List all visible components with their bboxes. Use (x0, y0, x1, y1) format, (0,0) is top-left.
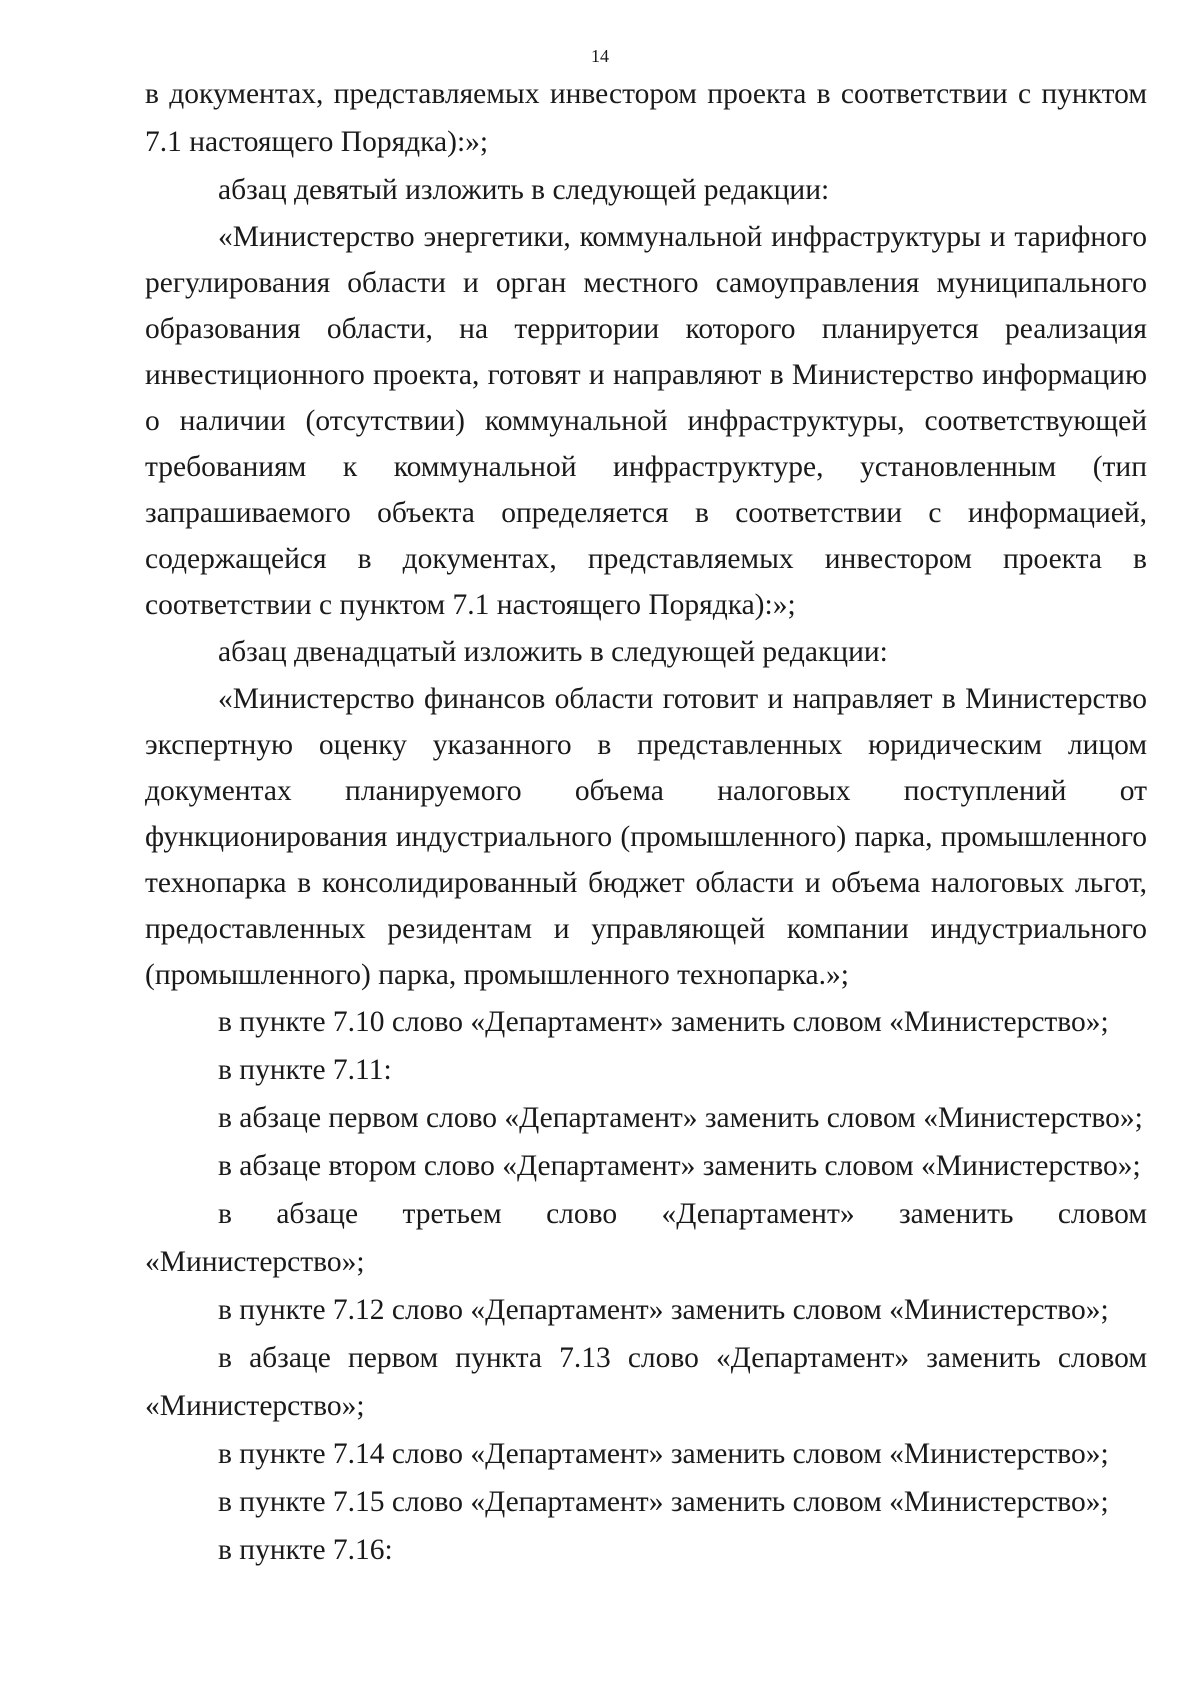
document-body (145, 70, 1147, 1574)
page-number: 14 (591, 46, 609, 66)
paragraph-8: в абзаце первом слово «Департамент» заменить словом «Министерство»; (218, 1102, 1143, 1134)
paragraph-11: в пункте 7.12 слово «Департамент» заменить словом «Министерство»; (218, 1294, 1109, 1326)
paragraph-1: в документах, представляемых инвестором проекта в соответствии с пунктом 7.1 настоящего Порядка):»; (145, 78, 1147, 158)
paragraph-6: в пункте 7.10 слово «Департамент» заменить словом «Министерство»; (218, 1006, 1109, 1038)
paragraph-12: в абзаце первом пункта 7.13 слово «Департамент» заменить словом «Министерство»; (145, 1342, 1147, 1422)
paragraph-2: абзац девятый изложить в следующей редакции: (218, 174, 830, 206)
paragraph-3: «Министерство энергетики, коммунальной инфраструктуры и тарифного регулирования области и орган местного самоуправления муниципального образования области, на территории которого планируется реализация инвестиционного проекта, готовят и направляют в Министерство информацию о наличии (отсутствии) коммунальной инфраструктуры, соответствующей требованиям к коммунальной инфраструктуре, установленным (тип запрашиваемого объекта определяется в соответствии с информацией, содержащейся в документах, представляемых инвестором проекта в соответствии с пунктом 7.1 настоящего Порядка):»; (145, 221, 1147, 621)
paragraph-14: в пункте 7.15 слово «Департамент» заменить словом «Министерство»; (218, 1486, 1109, 1518)
paragraph-7: в пункте 7.11: (218, 1054, 392, 1086)
paragraph-9: в абзаце втором слово «Департамент» заменить словом «Министерство»; (218, 1150, 1141, 1182)
paragraph-10: в абзаце третьем слово «Департамент» заменить словом «Министерство»; (145, 1198, 1147, 1278)
paragraph-5: «Министерство финансов области готовит и направляет в Министерство экспертную оценку указанного в представленных юридическим лицом документах планируемого объема налоговых поступлений от функционирования индустриального (промышленного) парка, промышленного технопарка в консолидированный бюджет области и объема налоговых льгот, предоставленных резидентам и управляющей компании индустриального (промышленного) парка, промышленного технопарка.»; (145, 683, 1147, 991)
paragraph-13: в пункте 7.14 слово «Департамент» заменить словом «Министерство»; (218, 1438, 1109, 1470)
paragraph-15: в пункте 7.16: (218, 1534, 393, 1566)
paragraph-4: абзац двенадцатый изложить в следующей редакции: (218, 636, 888, 668)
